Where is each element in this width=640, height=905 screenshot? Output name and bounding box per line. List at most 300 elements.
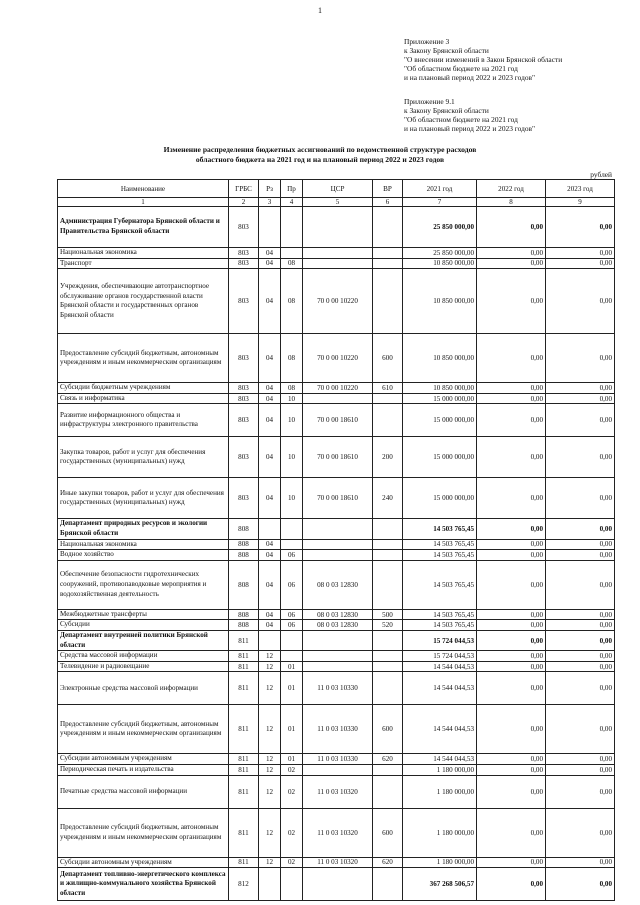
amount-2022: 0,00 (477, 868, 546, 901)
pr-cell: 08 (281, 334, 303, 383)
column-number: 8 (477, 198, 546, 207)
table-row (58, 754, 615, 765)
amount-2021: 15 000 000,00 (403, 393, 477, 404)
amount-2022: 0,00 (477, 609, 546, 620)
grbs-cell: 803 (229, 207, 259, 248)
amount-2022: 0,00 (477, 620, 546, 631)
amount-2023: 0,00 (546, 393, 615, 404)
vr-cell (373, 775, 403, 808)
grbs-cell: 811 (229, 651, 259, 662)
pr-cell: 02 (281, 857, 303, 868)
amount-2021: 14 503 765,45 (403, 609, 477, 620)
csr-cell: 70 0 00 10220 (303, 334, 373, 383)
csr-cell (303, 868, 373, 901)
pr-cell: 06 (281, 550, 303, 561)
amount-2021: 25 850 000,00 (403, 207, 477, 248)
row-name: Межбюджетные трансферты (58, 609, 229, 620)
table-row (58, 630, 615, 650)
pr-cell: 10 (281, 478, 303, 519)
csr-cell: 11 0 03 10330 (303, 705, 373, 754)
amount-2023: 0,00 (546, 672, 615, 705)
pr-cell (281, 539, 303, 550)
amount-2021: 367 268 506,57 (403, 868, 477, 901)
vr-cell (373, 539, 403, 550)
grbs-cell: 808 (229, 539, 259, 550)
appendix-line: и на плановый период 2022 и 2023 годов" (404, 124, 536, 133)
amount-2022: 0,00 (477, 857, 546, 868)
csr-cell: 70 0 00 18610 (303, 478, 373, 519)
amount-2022: 0,00 (477, 258, 546, 269)
row-name: Учреждения, обеспечивающие автотранспортное обслуживание органов государственной власти Брянской области и государственных органов Брянской области (58, 269, 229, 334)
pr-cell (281, 868, 303, 901)
amount-2021: 1 180 000,00 (403, 764, 477, 775)
table-row (58, 609, 615, 620)
table-row (58, 519, 615, 539)
column-number: 4 (281, 198, 303, 207)
amount-2022: 0,00 (477, 334, 546, 383)
amount-2021: 10 850 000,00 (403, 269, 477, 334)
row-name: Связь и информатика (58, 393, 229, 404)
amount-2022: 0,00 (477, 651, 546, 662)
csr-cell (303, 550, 373, 561)
amount-2021: 15 000 000,00 (403, 437, 477, 478)
pr-cell: 01 (281, 672, 303, 705)
row-name: Национальная экономика (58, 248, 229, 259)
vr-cell: 600 (373, 808, 403, 857)
csr-cell: 08 0 03 12830 (303, 560, 373, 609)
vr-cell (373, 248, 403, 259)
row-name: Департамент топливно-энергетического комплекса и жилищно-коммунального хозяйства Брянской области (58, 868, 229, 901)
appendix-line: "Об областном бюджете на 2021 год (404, 64, 518, 73)
appendix-line: Приложение 9.1 (404, 97, 455, 106)
rz-cell: 12 (259, 764, 281, 775)
rz-cell (259, 630, 281, 650)
pr-cell (281, 248, 303, 259)
column-header: ВР (373, 180, 403, 198)
csr-cell: 70 0 00 18610 (303, 404, 373, 437)
amount-2023: 0,00 (546, 437, 615, 478)
table-row (58, 775, 615, 808)
amount-2021: 25 850 000,00 (403, 248, 477, 259)
appendix-line: и на плановый период 2022 и 2023 годов" (404, 73, 536, 82)
amount-2023: 0,00 (546, 334, 615, 383)
grbs-cell: 811 (229, 672, 259, 705)
amount-2022: 0,00 (477, 630, 546, 650)
grbs-cell: 811 (229, 764, 259, 775)
amount-2021: 1 180 000,00 (403, 775, 477, 808)
title-line-2: областного бюджета на 2021 год и на плановый период 2022 и 2023 годов (195, 155, 445, 164)
amount-2021: 15 724 044,53 (403, 651, 477, 662)
amount-2021: 1 180 000,00 (403, 857, 477, 868)
amount-2023: 0,00 (546, 383, 615, 394)
csr-cell (303, 519, 373, 539)
amount-2021: 14 503 765,45 (403, 620, 477, 631)
table-row (58, 269, 615, 334)
grbs-cell: 803 (229, 258, 259, 269)
pr-cell: 06 (281, 609, 303, 620)
csr-cell (303, 661, 373, 672)
csr-cell (303, 630, 373, 650)
row-name: Национальная экономика (58, 539, 229, 550)
amount-2023: 0,00 (546, 560, 615, 609)
row-name: Предоставление субсидий бюджетным, автономным учреждениям и иным некоммерческим организациям (58, 808, 229, 857)
csr-cell (303, 258, 373, 269)
amount-2021: 14 503 765,45 (403, 519, 477, 539)
table-row (58, 620, 615, 631)
appendix-line: к Закону Брянской области (404, 106, 489, 115)
column-number-row (58, 198, 615, 207)
pr-cell: 08 (281, 269, 303, 334)
column-number: 2 (229, 198, 259, 207)
pr-cell: 01 (281, 661, 303, 672)
table-row (58, 248, 615, 259)
vr-cell (373, 207, 403, 248)
grbs-cell: 803 (229, 383, 259, 394)
amount-2023: 0,00 (546, 705, 615, 754)
amount-2023: 0,00 (546, 868, 615, 901)
table-row (58, 258, 615, 269)
amount-2023: 0,00 (546, 651, 615, 662)
amount-2022: 0,00 (477, 560, 546, 609)
table-row (58, 808, 615, 857)
amount-2022: 0,00 (477, 808, 546, 857)
row-name: Закупка товаров, работ и услуг для обеспечения государственных (муниципальных) нужд (58, 437, 229, 478)
vr-cell (373, 269, 403, 334)
csr-cell: 11 0 03 10320 (303, 857, 373, 868)
amount-2022: 0,00 (477, 672, 546, 705)
table-row (58, 550, 615, 561)
appendix-line: "Об областном бюджете на 2021 год (404, 115, 518, 124)
amount-2023: 0,00 (546, 609, 615, 620)
grbs-cell: 803 (229, 404, 259, 437)
table-row (58, 661, 615, 672)
row-name: Субсидии (58, 620, 229, 631)
csr-cell (303, 764, 373, 775)
row-name: Телевидение и радиовещание (58, 661, 229, 672)
amount-2022: 0,00 (477, 775, 546, 808)
rz-cell: 04 (259, 404, 281, 437)
vr-cell (373, 393, 403, 404)
amount-2022: 0,00 (477, 404, 546, 437)
appendix-line: Приложение 3 (404, 37, 450, 46)
table-row (58, 404, 615, 437)
pr-cell: 02 (281, 808, 303, 857)
amount-2022: 0,00 (477, 519, 546, 539)
rz-cell (259, 868, 281, 901)
rz-cell: 04 (259, 269, 281, 334)
pr-cell: 02 (281, 775, 303, 808)
amount-2023: 0,00 (546, 478, 615, 519)
vr-cell (373, 764, 403, 775)
amount-2023: 0,00 (546, 754, 615, 765)
rz-cell: 12 (259, 808, 281, 857)
csr-cell: 08 0 03 12830 (303, 609, 373, 620)
csr-cell (303, 539, 373, 550)
table-row (58, 437, 615, 478)
csr-cell (303, 393, 373, 404)
table-row (58, 539, 615, 550)
amount-2022: 0,00 (477, 207, 546, 248)
vr-cell (373, 672, 403, 705)
column-header: ГРБС (229, 180, 259, 198)
csr-cell (303, 207, 373, 248)
column-number: 7 (403, 198, 477, 207)
vr-cell (373, 868, 403, 901)
grbs-cell: 808 (229, 620, 259, 631)
csr-cell (303, 248, 373, 259)
amount-2023: 0,00 (546, 620, 615, 631)
amount-2021: 14 544 044,53 (403, 754, 477, 765)
amount-2022: 0,00 (477, 269, 546, 334)
budget-table-body (58, 207, 615, 901)
row-name: Субсидии автономным учреждениям (58, 754, 229, 765)
grbs-cell: 803 (229, 478, 259, 519)
rz-cell: 04 (259, 258, 281, 269)
grbs-cell: 808 (229, 519, 259, 539)
amount-2021: 10 850 000,00 (403, 383, 477, 394)
grbs-cell: 811 (229, 630, 259, 650)
grbs-cell: 803 (229, 393, 259, 404)
column-number: 3 (259, 198, 281, 207)
vr-cell (373, 661, 403, 672)
amount-2021: 15 000 000,00 (403, 404, 477, 437)
row-name: Транспорт (58, 258, 229, 269)
csr-cell: 11 0 03 10320 (303, 808, 373, 857)
row-name: Субсидии автономным учреждениям (58, 857, 229, 868)
vr-cell (373, 519, 403, 539)
rz-cell: 04 (259, 248, 281, 259)
rz-cell: 04 (259, 539, 281, 550)
amount-2022: 0,00 (477, 539, 546, 550)
row-name: Печатные средства массовой информации (58, 775, 229, 808)
grbs-cell: 808 (229, 550, 259, 561)
rz-cell: 04 (259, 620, 281, 631)
table-row (58, 383, 615, 394)
amount-2022: 0,00 (477, 437, 546, 478)
grbs-cell: 803 (229, 437, 259, 478)
vr-cell (373, 630, 403, 650)
vr-cell: 200 (373, 437, 403, 478)
rz-cell: 04 (259, 550, 281, 561)
table-row (58, 672, 615, 705)
amount-2022: 0,00 (477, 661, 546, 672)
table-row (58, 705, 615, 754)
amount-2022: 0,00 (477, 550, 546, 561)
currency-unit: рублей (590, 170, 612, 179)
table-row (58, 764, 615, 775)
column-number: 1 (58, 198, 229, 207)
amount-2022: 0,00 (477, 705, 546, 754)
pr-cell: 10 (281, 393, 303, 404)
vr-cell: 600 (373, 334, 403, 383)
csr-cell: 11 0 03 10330 (303, 754, 373, 765)
amount-2021: 14 503 765,45 (403, 550, 477, 561)
rz-cell (259, 519, 281, 539)
table-row (58, 334, 615, 383)
pr-cell (281, 207, 303, 248)
csr-cell: 70 0 00 18610 (303, 437, 373, 478)
amount-2023: 0,00 (546, 857, 615, 868)
row-name: Средства массовой информации (58, 651, 229, 662)
row-name: Обеспечение безопасности гидротехнических сооружений, противопаводковые мероприятия и водохозяйственная деятельность (58, 560, 229, 609)
pr-cell (281, 651, 303, 662)
amount-2021: 14 503 765,45 (403, 560, 477, 609)
row-name: Иные закупки товаров, работ и услуг для обеспечения государственных (муниципальных) нужд (58, 478, 229, 519)
amount-2022: 0,00 (477, 248, 546, 259)
row-name: Развитие информационного общества и инфраструктуры электронного правительства (58, 404, 229, 437)
rz-cell: 04 (259, 383, 281, 394)
column-header: Пр (281, 180, 303, 198)
pr-cell: 10 (281, 404, 303, 437)
column-header: 2021 год (403, 180, 477, 198)
csr-cell: 11 0 03 10320 (303, 775, 373, 808)
amount-2021: 1 180 000,00 (403, 808, 477, 857)
pr-cell (281, 519, 303, 539)
pr-cell: 06 (281, 560, 303, 609)
column-header: Наименование (58, 180, 229, 198)
amount-2023: 0,00 (546, 808, 615, 857)
rz-cell: 04 (259, 609, 281, 620)
pr-cell: 08 (281, 258, 303, 269)
table-row (58, 868, 615, 901)
amount-2021: 15 000 000,00 (403, 478, 477, 519)
column-header: 2022 год (477, 180, 546, 198)
amount-2023: 0,00 (546, 258, 615, 269)
rz-cell: 12 (259, 857, 281, 868)
column-header: ЦСР (303, 180, 373, 198)
grbs-cell: 803 (229, 248, 259, 259)
row-name: Субсидии бюджетным учреждениям (58, 383, 229, 394)
vr-cell: 620 (373, 754, 403, 765)
pr-cell: 02 (281, 764, 303, 775)
grbs-cell: 808 (229, 609, 259, 620)
rz-cell: 04 (259, 437, 281, 478)
rz-cell: 12 (259, 672, 281, 705)
rz-cell: 12 (259, 754, 281, 765)
amount-2023: 0,00 (546, 630, 615, 650)
pr-cell: 01 (281, 754, 303, 765)
grbs-cell: 811 (229, 661, 259, 672)
amount-2021: 14 544 044,53 (403, 672, 477, 705)
table-row (58, 207, 615, 248)
csr-cell: 08 0 03 12830 (303, 620, 373, 631)
grbs-cell: 811 (229, 754, 259, 765)
vr-cell: 240 (373, 478, 403, 519)
csr-cell (303, 651, 373, 662)
amount-2023: 0,00 (546, 207, 615, 248)
rz-cell: 12 (259, 705, 281, 754)
csr-cell: 70 0 00 10220 (303, 383, 373, 394)
amount-2023: 0,00 (546, 764, 615, 775)
title-line-1: Изменение распределения бюджетных ассигнований по ведомственной структуре расходов (163, 145, 477, 154)
amount-2022: 0,00 (477, 754, 546, 765)
pr-cell (281, 630, 303, 650)
vr-cell: 600 (373, 705, 403, 754)
row-name: Департамент внутренней политики Брянской области (58, 630, 229, 650)
appendix-3-header (404, 37, 562, 82)
rz-cell: 04 (259, 334, 281, 383)
amount-2022: 0,00 (477, 764, 546, 775)
amount-2022: 0,00 (477, 478, 546, 519)
rz-cell: 04 (259, 478, 281, 519)
grbs-cell: 811 (229, 705, 259, 754)
grbs-cell: 812 (229, 868, 259, 901)
csr-cell: 11 0 03 10330 (303, 672, 373, 705)
vr-cell: 620 (373, 857, 403, 868)
grbs-cell: 811 (229, 808, 259, 857)
amount-2022: 0,00 (477, 383, 546, 394)
grbs-cell: 803 (229, 334, 259, 383)
pr-cell: 06 (281, 620, 303, 631)
amount-2023: 0,00 (546, 519, 615, 539)
grbs-cell: 811 (229, 857, 259, 868)
rz-cell: 04 (259, 560, 281, 609)
column-header: 2023 год (546, 180, 615, 198)
table-row (58, 393, 615, 404)
amount-2023: 0,00 (546, 404, 615, 437)
appendix-line: "О внесении изменений в Закон Брянской области (404, 55, 563, 64)
vr-cell (373, 258, 403, 269)
table-row (58, 478, 615, 519)
table-row (58, 560, 615, 609)
pr-cell: 08 (281, 383, 303, 394)
appendix-9-1-header (404, 97, 535, 133)
amount-2021: 15 724 044,53 (403, 630, 477, 650)
pr-cell: 10 (281, 437, 303, 478)
rz-cell (259, 207, 281, 248)
rz-cell: 12 (259, 775, 281, 808)
rz-cell: 12 (259, 661, 281, 672)
amount-2021: 10 850 000,00 (403, 258, 477, 269)
amount-2021: 10 850 000,00 (403, 334, 477, 383)
row-name: Водное хозяйство (58, 550, 229, 561)
amount-2023: 0,00 (546, 775, 615, 808)
row-name: Предоставление субсидий бюджетным, автономным учреждениям и иным некоммерческим организациям (58, 705, 229, 754)
budget-table (57, 179, 615, 901)
amount-2023: 0,00 (546, 269, 615, 334)
vr-cell (373, 550, 403, 561)
grbs-cell: 808 (229, 560, 259, 609)
column-header: Рз (259, 180, 281, 198)
rz-cell: 04 (259, 393, 281, 404)
vr-cell (373, 404, 403, 437)
row-name: Электронные средства массовой информации (58, 672, 229, 705)
pr-cell: 01 (281, 705, 303, 754)
vr-cell: 520 (373, 620, 403, 631)
amount-2022: 0,00 (477, 393, 546, 404)
amount-2023: 0,00 (546, 661, 615, 672)
header-row (58, 180, 615, 198)
amount-2021: 14 544 044,53 (403, 661, 477, 672)
csr-cell: 70 0 00 10220 (303, 269, 373, 334)
row-name: Периодическая печать и издательства (58, 764, 229, 775)
amount-2021: 14 544 044,53 (403, 705, 477, 754)
vr-cell (373, 560, 403, 609)
appendix-line: к Закону Брянской области (404, 46, 489, 55)
vr-cell (373, 651, 403, 662)
column-number: 9 (546, 198, 615, 207)
table-row (58, 651, 615, 662)
row-name: Департамент природных ресурсов и экологии Брянской области (58, 519, 229, 539)
row-name: Администрация Губернатора Брянской области и Правительства Брянской области (58, 207, 229, 248)
rz-cell: 12 (259, 651, 281, 662)
vr-cell: 610 (373, 383, 403, 394)
column-number: 6 (373, 198, 403, 207)
grbs-cell: 803 (229, 269, 259, 334)
amount-2023: 0,00 (546, 550, 615, 561)
grbs-cell: 811 (229, 775, 259, 808)
amount-2021: 14 503 765,45 (403, 539, 477, 550)
